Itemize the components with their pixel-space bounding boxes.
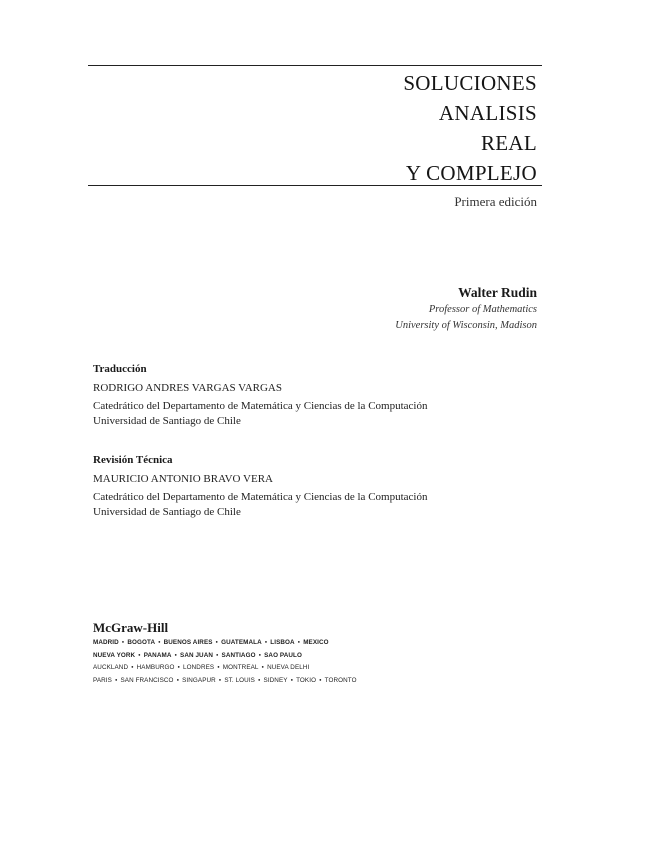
city-name: AUCKLAND — [93, 664, 129, 671]
publisher-block — [93, 619, 357, 687]
city-name: SAN FRANCISCO — [120, 676, 174, 684]
city-name: TORONTO — [324, 676, 357, 684]
city-row-2 — [93, 650, 357, 663]
city-name: HAMBURGO — [136, 664, 175, 671]
city-name: NUEVA DELHI — [267, 664, 310, 671]
title-line-4: Y COMPLEJO — [405, 161, 537, 185]
title-line-2: ANALISIS — [438, 101, 537, 125]
review-heading: Revisión Técnica — [93, 454, 173, 466]
city-name: LONDRES — [183, 664, 215, 671]
reviewer-name: MAURICIO ANTONIO BRAVO VERA — [93, 473, 273, 485]
city-row-4 — [93, 675, 357, 688]
bullet-separator — [213, 639, 222, 646]
city-name: SAN JUAN — [180, 651, 214, 659]
bullet-separator — [155, 639, 164, 646]
bullet-separator — [213, 652, 222, 659]
bullet-separator — [259, 664, 268, 671]
bullet-separator — [128, 664, 137, 671]
city-name: PANAMA — [143, 651, 172, 659]
bullet-separator — [255, 677, 264, 684]
bullet-separator — [262, 639, 271, 646]
city-name: SIDNEY — [263, 676, 288, 684]
title-line-3: REAL — [480, 131, 537, 155]
city-name: ST. LOUIS — [224, 676, 255, 684]
bullet-separator — [316, 677, 325, 684]
edition-label: Primera edición — [454, 194, 537, 209]
city-name: MADRID — [93, 639, 119, 646]
author-block — [395, 284, 537, 334]
review-section — [93, 452, 427, 520]
city-name: BUENOS AIRES — [163, 639, 213, 646]
translator-university: Universidad de Santiago de Chile — [93, 415, 241, 427]
translator-name: RODRIGO ANDRES VARGAS VARGAS — [93, 382, 282, 394]
bullet-separator — [171, 652, 180, 659]
title-line-1: SOLUCIONES — [403, 71, 537, 95]
city-name: SANTIAGO — [221, 651, 256, 659]
translation-section — [93, 361, 427, 429]
city-name: SAO PAULO — [264, 651, 302, 659]
city-name: MEXICO — [303, 639, 329, 646]
city-name: NUEVA YORK — [93, 651, 136, 659]
city-name: TOKIO — [296, 676, 317, 684]
city-row-1 — [93, 637, 357, 650]
bottom-rule — [88, 185, 542, 186]
bullet-separator — [175, 664, 184, 671]
bullet-separator — [295, 639, 304, 646]
city-name: GUATEMALA — [221, 639, 262, 646]
book-title — [403, 68, 537, 188]
top-rule — [88, 65, 542, 66]
reviewer-role: Catedrático del Departamento de Matemática y Ciencias de la Computación — [93, 491, 428, 503]
publisher-name: McGraw-Hill — [93, 620, 169, 635]
city-row-3 — [93, 662, 357, 675]
city-name: PARIS — [93, 676, 112, 684]
city-name: MONTREAL — [222, 664, 259, 671]
bullet-separator — [214, 664, 223, 671]
city-name: BOGOTA — [127, 639, 156, 646]
author-institution: University of Wisconsin, Madison — [395, 320, 537, 331]
bullet-separator — [256, 652, 265, 659]
city-name: SINGAPUR — [182, 676, 216, 684]
reviewer-university: Universidad de Santiago de Chile — [93, 506, 241, 518]
author-name: Walter Rudin — [458, 285, 537, 300]
translation-heading: Traducción — [93, 363, 147, 375]
bullet-separator — [288, 677, 297, 684]
author-position: Professor of Mathematics — [428, 304, 537, 315]
translator-role: Catedrático del Departamento de Matemática y Ciencias de la Computación — [93, 400, 428, 412]
city-name: LISBOA — [270, 639, 295, 646]
bullet-separator — [135, 652, 144, 659]
bullet-separator — [174, 677, 183, 684]
